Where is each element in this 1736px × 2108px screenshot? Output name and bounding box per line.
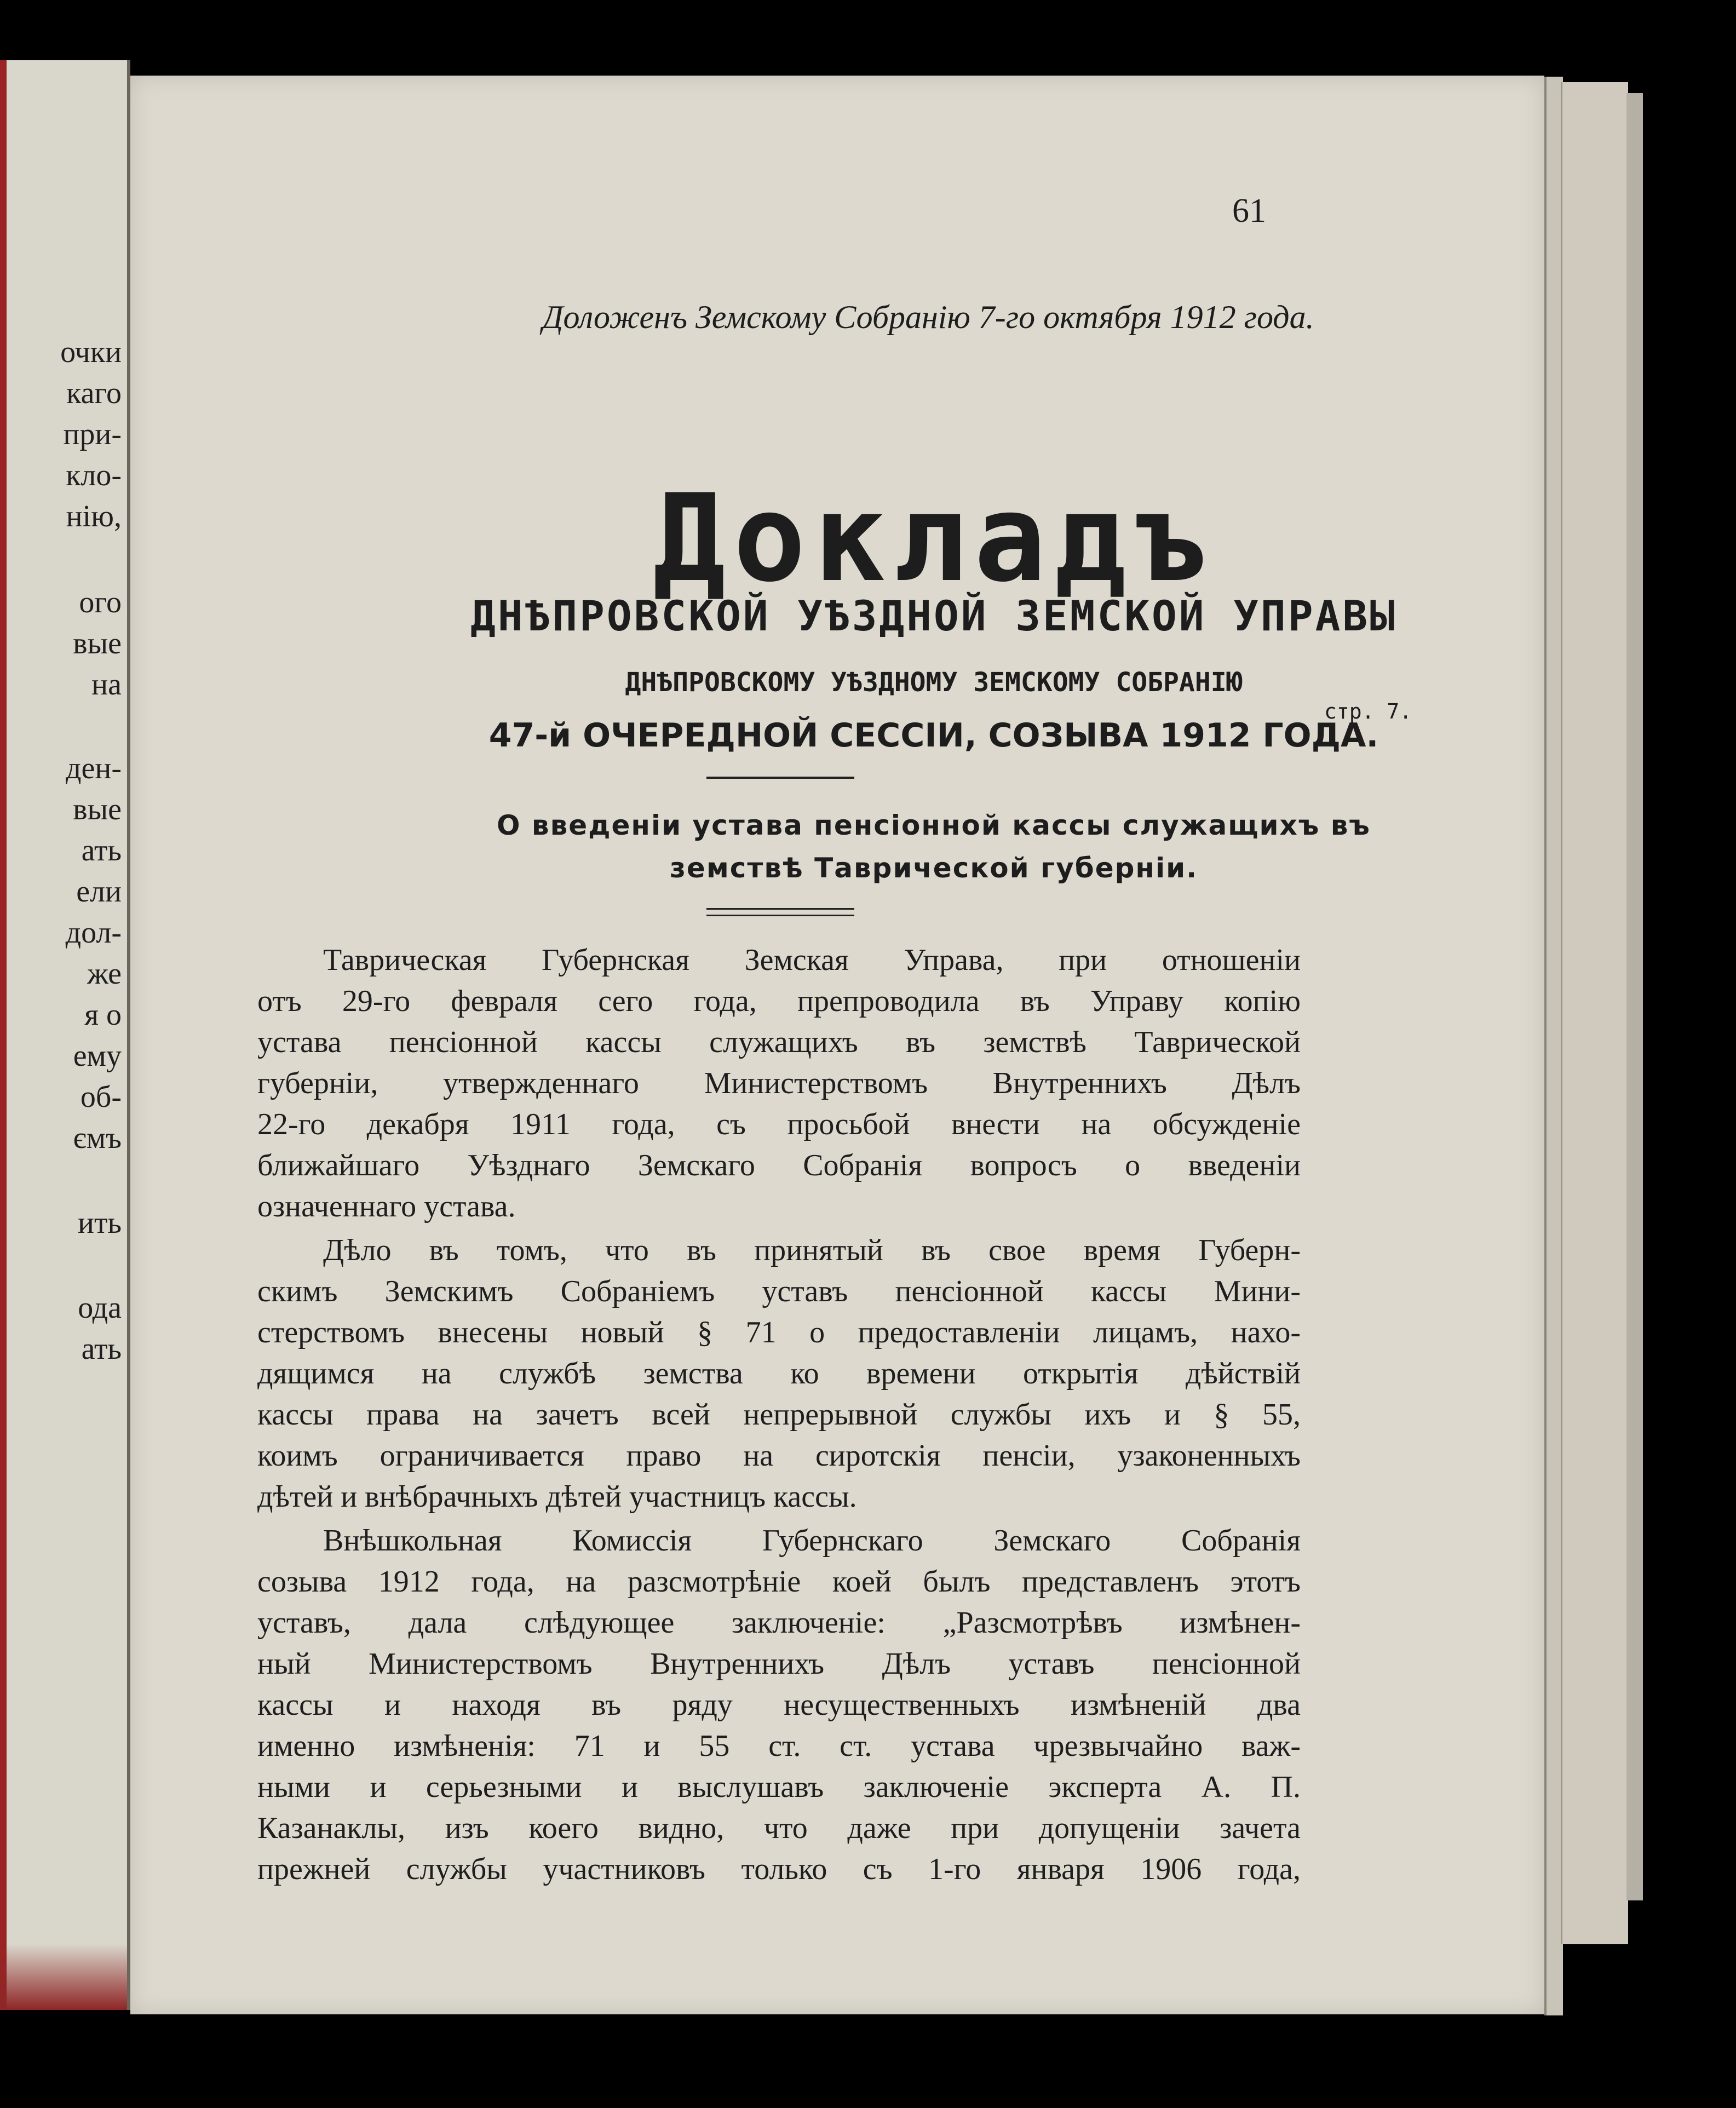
- left-page-fragment: ели: [76, 875, 122, 909]
- body-line: скимъ Земскимъ Собраніемъ уставъ пенсіонной кассы Мини-: [257, 1274, 1301, 1308]
- body-line: Казанаклы, изъ коего видно, что даже при допущеніи зачета: [257, 1811, 1301, 1845]
- left-page-fragment: ему: [73, 1039, 122, 1073]
- left-page-fragment: кло-: [66, 458, 122, 492]
- double-divider-rule: [706, 915, 854, 916]
- body-line: именно измѣненія: 71 и 55 ст. ст. устава чрезвычайно важ-: [257, 1729, 1301, 1763]
- left-page-fragment: ого: [79, 585, 122, 619]
- left-page-fragment: дол-: [65, 916, 122, 950]
- left-page-fragment: при-: [63, 417, 122, 451]
- body-line: стерствомъ внесены новый § 71 о предоставленіи лицамъ, нахо-: [257, 1316, 1301, 1349]
- body-line: прежней службы участниковъ только съ 1-го января 1906 года,: [257, 1852, 1301, 1886]
- body-line: кассы права на зачетъ всей непрерывной службы ихъ и § 55,: [257, 1398, 1301, 1432]
- body-line: коимъ ограничивается право на сиротскія пенсіи, узаконенныхъ: [257, 1439, 1301, 1473]
- left-page-fragment: вые: [73, 627, 122, 660]
- body-line: означеннаго устава.: [257, 1190, 516, 1224]
- left-page-fragment: на: [91, 668, 122, 702]
- body-line: 22-го декабря 1911 года, съ просьбой внести на обсужденіе: [257, 1107, 1301, 1141]
- double-divider-rule: [706, 908, 854, 910]
- left-page-fragment: ден-: [66, 751, 122, 785]
- body-line: кассы и находя въ ряду несущественныхъ измѣненій два: [257, 1688, 1301, 1722]
- body-line: губерніи, утвержденнаго Министерствомъ Внутреннихъ Дѣлъ: [257, 1066, 1301, 1100]
- body-line: ближайшаго Уѣзднаго Земскаго Собранія вопросъ о введеніи: [257, 1148, 1301, 1182]
- left-page-fragment: же: [87, 957, 122, 991]
- body-line: дѣтей и внѣбрачныхъ дѣтей участницъ кассы.: [257, 1480, 857, 1514]
- margin-reference: стр. 7.: [1324, 699, 1412, 723]
- session-line: 47-й ОЧЕРЕДНОЙ СЕССІИ, СОЗЫВА 1912 ГОДА.: [488, 716, 1379, 755]
- page-edge: [1626, 93, 1643, 1900]
- left-page-fragment: вые: [73, 792, 122, 826]
- body-line: уставъ, дала слѣдующее заключеніе: „Разсмотрѣвъ измѣнен-: [257, 1606, 1301, 1640]
- presented-note: Доложенъ Земскому Собранію 7-го октября 1912 года.: [542, 299, 1314, 335]
- left-page-fragment: очки: [60, 335, 122, 369]
- left-page-fragment: каго: [66, 376, 122, 410]
- body-line: отъ 29-го февраля сего года, препроводила въ Управу копію: [257, 984, 1301, 1018]
- left-page-fragment: об-: [80, 1080, 122, 1114]
- body-line: устава пенсіонной кассы служащихъ въ земствѣ Таврической: [257, 1025, 1301, 1059]
- recipient-line: ДНѢПРОВСКОМУ УѢЗДНОМУ ЗЕМСКОМУ СОБРАНІЮ: [625, 667, 1243, 698]
- left-page-red-bottom: [0, 1944, 127, 2010]
- left-page-fragment: ода: [78, 1291, 122, 1325]
- body-line: Таврическая Губернская Земская Управа, при отношеніи: [323, 943, 1301, 977]
- page-number: 61: [1232, 192, 1266, 229]
- page-edge: [1544, 77, 1563, 2015]
- left-page: [0, 60, 130, 2010]
- left-page-fragment: я о: [84, 998, 122, 1032]
- body-line: Дѣло въ томъ, что въ принятый въ свое время Губерн-: [323, 1233, 1301, 1267]
- left-page-fragment: нію,: [66, 499, 122, 533]
- body-line: ный Министерствомъ Внутреннихъ Дѣлъ уставъ пенсіонной: [257, 1647, 1301, 1681]
- left-page-fragment: ать: [81, 834, 122, 868]
- body-line: дящимся на службѣ земства ко времени открытія дѣйствій: [257, 1357, 1301, 1391]
- body-line: Внѣшкольная Комиссія Губернскаго Земскаго Собранія: [323, 1524, 1301, 1558]
- left-page-fragment: ємъ: [73, 1121, 122, 1155]
- subject-line: О введеніи устава пенсіонной кассы служащихъ въ: [497, 809, 1371, 841]
- left-page-fragment: ать: [81, 1332, 122, 1366]
- page-edge: [1561, 82, 1628, 1944]
- left-page-red-edge: [0, 60, 7, 2010]
- body-line: созыва 1912 года, на разсмотрѣніе коей былъ представленъ этотъ: [257, 1565, 1301, 1599]
- left-page-fragment: ить: [78, 1206, 122, 1240]
- report-title: Докладъ: [653, 468, 1215, 608]
- subject-line: земствѣ Таврической губерніи.: [669, 852, 1198, 884]
- authority-line: ДНѢПРОВСКОЙ УѢЗДНОЙ ЗЕМСКОЙ УПРАВЫ: [470, 591, 1397, 640]
- divider-rule: [706, 777, 854, 779]
- body-line: ными и серьезными и выслушавъ заключеніе эксперта А. П.: [257, 1770, 1301, 1804]
